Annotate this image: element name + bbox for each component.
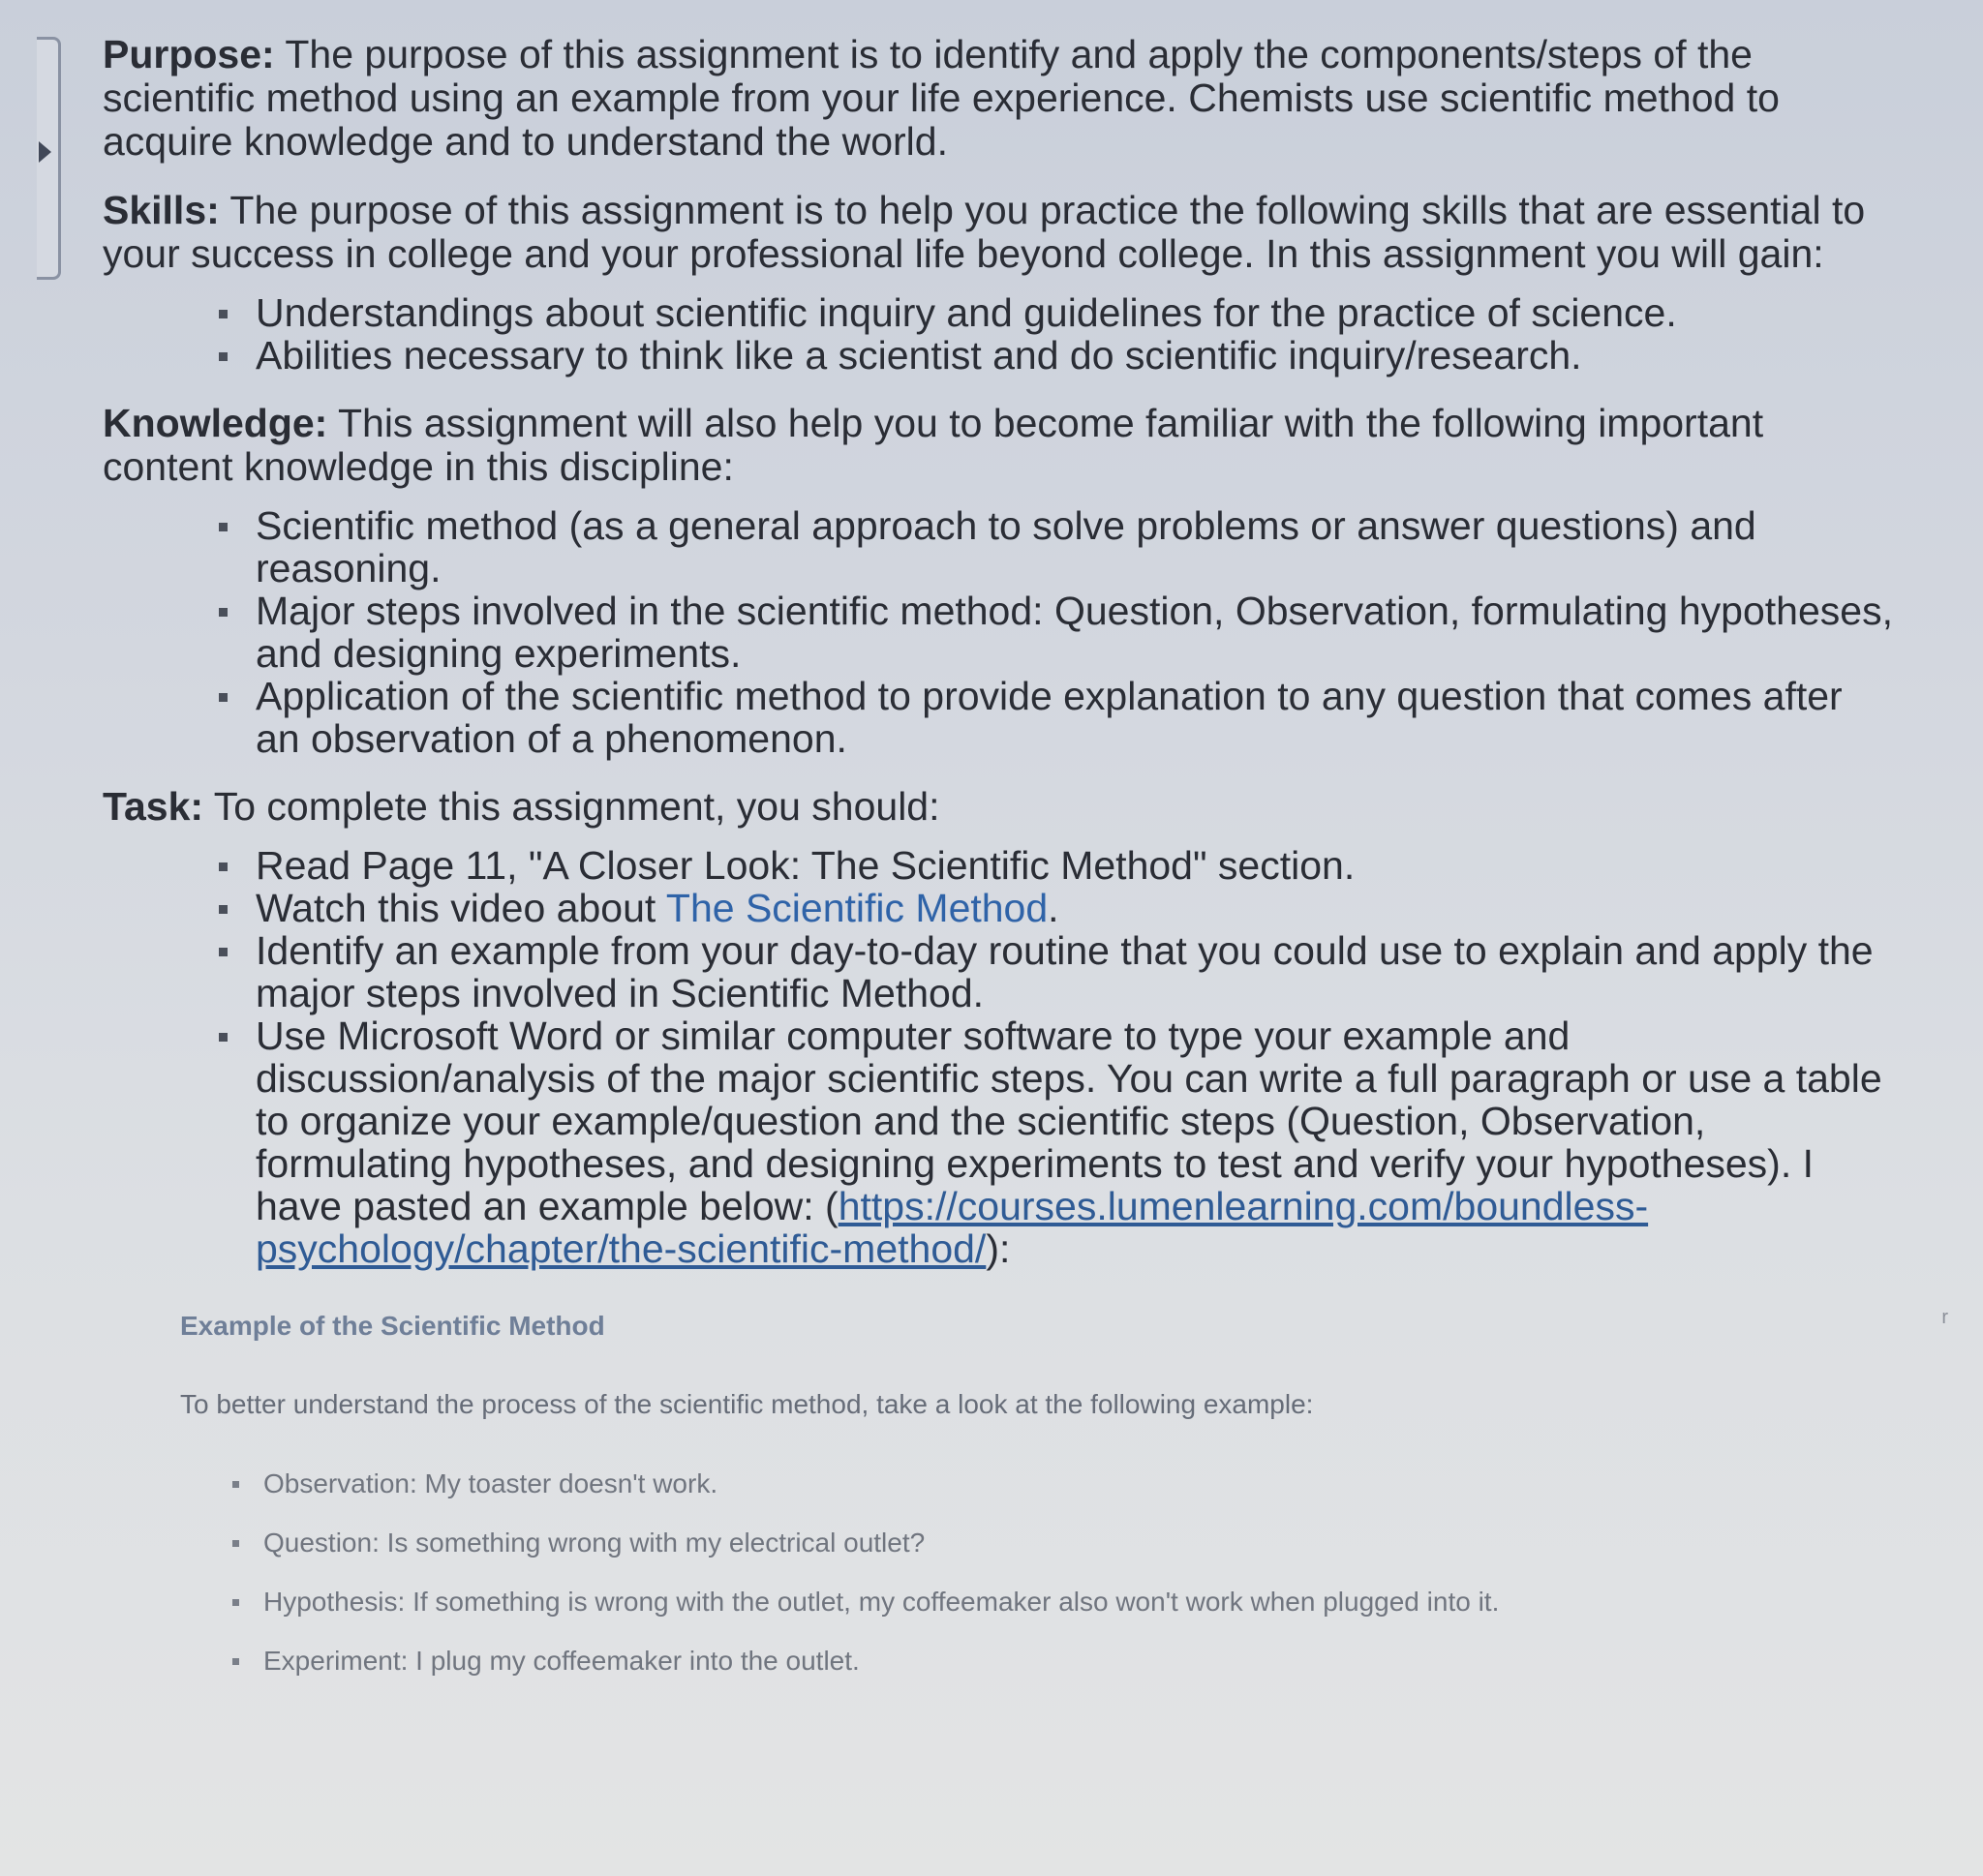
knowledge-list <box>103 504 1894 760</box>
knowledge-label: Knowledge: <box>103 401 328 445</box>
corner-mark: r <box>1941 1307 1948 1328</box>
example-list <box>180 1468 1894 1678</box>
knowledge-paragraph <box>103 402 1894 489</box>
knowledge-text: This assignment will also help you to become familiar with the following important content knowledge in this discipline: <box>103 401 1764 489</box>
list-item: Question: Is something wrong with my electrical outlet? <box>258 1527 1894 1559</box>
task-item4-end: ): <box>986 1226 1011 1271</box>
purpose-text: The purpose of this assignment is to identify and apply the components/steps of the scientific method using an example from your life experience. Chemists use scientific method to acquire knowledge and to understand the world. <box>103 32 1780 164</box>
skills-paragraph <box>103 189 1894 276</box>
skills-label: Skills: <box>103 188 220 232</box>
task-label: Task: <box>103 784 204 829</box>
expand-arrow-icon[interactable] <box>39 141 51 163</box>
list-item: Major steps involved in the scientific method: Question, Observation, formulating hypotheses, and designing experiments. <box>250 590 1894 675</box>
task-item4-text: Use Microsoft Word or similar computer software to type your example and discussion/analysis of the major scientific steps. You can write a full paragraph or use a table to organize your example/question and the scientific steps (Question, Observation, formulating hypotheses, and designing experiments to test and verify your hypotheses). I have pasted an example below: ( <box>256 1014 1882 1228</box>
purpose-paragraph <box>103 33 1894 164</box>
example-intro: To better understand the process of the scientific method, take a look at the following example: <box>180 1389 1314 1419</box>
list-item: Identify an example from your day-to-day routine that you could use to explain and apply the major steps involved in Scientific Method. <box>250 929 1894 1014</box>
list-item: Observation: My toaster doesn't work. <box>258 1468 1894 1500</box>
list-item <box>250 1014 1894 1270</box>
list-item: Hypothesis: If something is wrong with the outlet, my coffeemaker also won't work when plugged into it. <box>258 1586 1894 1619</box>
list-item: Scientific method (as a general approach to solve problems or answer questions) and reasoning. <box>250 504 1894 590</box>
task-paragraph <box>103 785 1894 829</box>
assignment-content <box>103 33 1894 1704</box>
list-item: Understandings about scientific inquiry and guidelines for the practice of science. <box>250 291 1894 334</box>
pasted-example <box>180 1311 1894 1678</box>
lumenlearning-url-link[interactable]: https://courses.lumenlearning.com/boundless-psychology/chapter/the-scientific-method/ <box>256 1184 1649 1271</box>
list-item: Application of the scientific method to provide explanation to any question that comes after an observation of a phenomenon. <box>250 675 1894 760</box>
list-item: Abilities necessary to think like a scientist and do scientific inquiry/research. <box>250 334 1894 377</box>
list-item: Read Page 11, "A Closer Look: The Scientific Method" section. <box>250 844 1894 887</box>
task-text: To complete this assignment, you should: <box>203 784 940 829</box>
task-list <box>103 844 1894 1270</box>
list-item: Experiment: I plug my coffeemaker into the outlet. <box>258 1645 1894 1678</box>
skills-text: The purpose of this assignment is to help you practice the following skills that are essential to your success in college and your professional life beyond college. In this assignment you will gain: <box>103 188 1866 276</box>
video-prefix: Watch this video about <box>256 886 666 930</box>
list-item <box>250 887 1894 929</box>
example-title: Example of the Scientific Method <box>180 1311 605 1341</box>
purpose-label: Purpose: <box>103 32 275 76</box>
scientific-method-video-link[interactable]: The Scientific Method <box>665 886 1049 930</box>
skills-list <box>103 291 1894 377</box>
video-suffix: . <box>1048 886 1059 930</box>
